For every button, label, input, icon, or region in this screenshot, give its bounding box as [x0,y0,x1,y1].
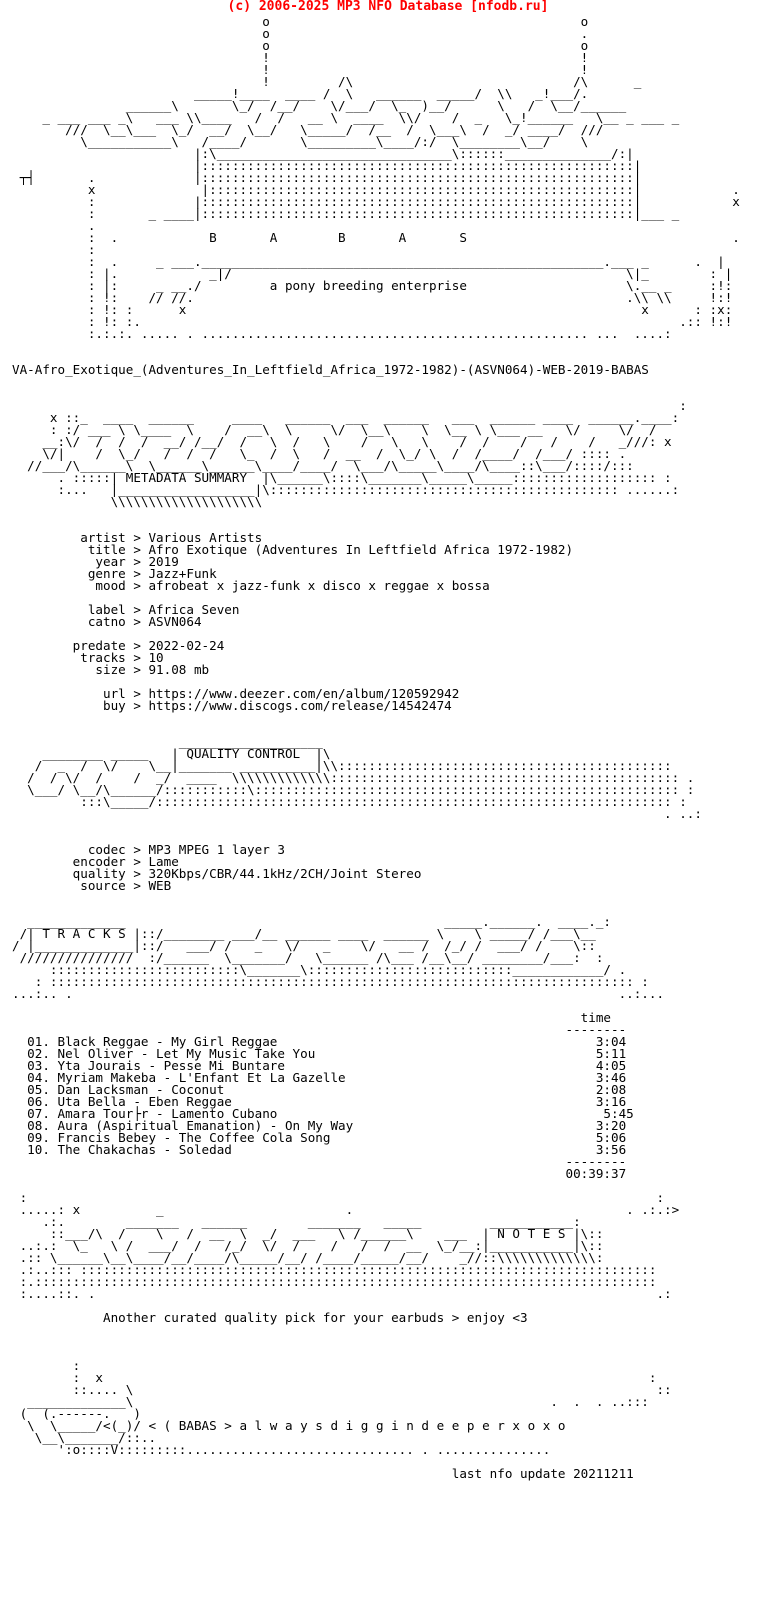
nfo-ascii-text: o o o . o o ! ! ! ! ! /\ /\ _ _____!____ ____ / \ ______ _____/ \\ _!___/. ______\ \_/ /__/ \/___/ \_ )__/ \ / \__/______ _ ___ ___ _\ ___ \\____ / / __ \ ____ \\/ / _ \_!______ \__ _ ___ _ /// \__\___ \_/ __/ \__/ \_____/ /__ / \___\ / _/ ____/ /// \___________\ /____/ \_________\____/:/ \________\__/ \ |:\_______________________________\::::::______________/:| |:::::::::::::::::::::::::::::::::::::::::::::::::::::::::| ┬┤ . |:::::::::::::::::::::::::::::::::::::::::::::::::::::::::| x |::::::::::::::::::::::::::::::::::::::::::::::::::::::::| . : |:::::::::::::::::::::::::::::::::::::::::::::::::::::::::| x : _ ____|:::::::::::::::::::::::::::::::::::::::::::::::::::::::::|___ _ . : . B A B A S . : : . _ ___._____________________________________________________.___ _ . | : |. _|/ \|_ : | : |: _ __./ a pony breeding enterprise \.__ _ :!: : !: // //. .\\ \\ !:! : !: : x x : :x: : !: :. .:: !:! :.:.:. ..... . ................................................... ... ....: VA-Afro_Exotique_(Adventures_In_Leftfield_Africa_1972-1982)-(ASVN064)-WEB-2019-BABAS : x ::_ ____ ______ ____ ______ ___ ______ ___ ______ ____ ______.____: : :/ ___ \ \____ \ / __\ \ \/ \__\ \ \__ \ \___ __ \/ \/ / __:\/ / / / __/ /__/ / \ / \ / \ \ / / / / / _///: x \/| / \_/ / / / \_ / \ / __ / \_/ \ / /____/ /___/ :::: . //___/\______\ \______\______\____/____/ \___/\_____\____/\____::\___/::::/::: . :::::| METADATA SUMMARY |\______\::::\_______\_____\_____::::::::::::::::::: : :... |__________________|\:::::::::::::::::::::::::::::::::::::::::::::: ......: \\\\\\\\\\\\\\\\\\\\ artist > Various Artists title > Afro Exotique (Adventures In Leftfield Africa 1972-1982) year > 2019 genre > Jazz+Funk mood > afrobeat x jazz-funk x disco x reggae x bossa label > Africa Seven catno > ASVN064 predate > 2022-02-24 tracks > 10 size > 91.08 mb url > https://www.deezer.com/en/album/120592942 buy > https://www.discogs.com/release/14542474 ___________________ ________ _____ | QUALITY CONTROL |\ / _ / \/ \__|_______ __________|\\:::::::::::::::::::::::::::::::::::::::::::: / / \/ / / _/ ____ \\\\\\\\\\\\\:::::::::::::::::::::::::::::::::::::::::::::: . \___/ \__/\______/:::::::::::\:::::::::::::::::::::::::::::::::::::::::::::::::::::::: : :::\_____/:::::::::::::::::::::::::::::::::::::::::::::::::::::::::::::::::::: : . ..: codec > MP3 MPEG 1 layer 3 encoder > Lame quality > 320Kbps/CBR/44.1kHz/2CH/Joint Stereo source > WEB _____________ _____.______. ____._: /| T R A C K S |::/________ ___/__ ______ ____ ______ \ \ _____/ /___\__ / |_____________|::/ ___/ / _ \/ _ \/ __ / /_/ / ___/ / \:: /////////////// :/______ \_______/ \______ /\___ /__\__/ ________/___: : :::::::::::::::::::::::::\_______\:::::::::::::::::::::::::::____________/ . : ::::::::::::::::::::::::::::::::::::::::::::::::::::::::::::::::::::::::::::: : ...:.. . ..:... time -------- 01. Black Reggae - My Girl Reggae 3:04 02. Nel Oliver - Let My Music Take You 5:11 03. Yta Jourais - Pesse Mi Buntare 4:05 04. Myriam Makeba - L'Enfant Et La Gazelle 3:46 05. Dan Lacksman - Coconut 2:08 06. Uta Bella - Eben Reggae 3:16 07. Amara Tour├r - Lamento Cubano 5:45 08. Aura (Aspiritual Emanation) - On My Way 3:20 09. Francis Bebey - The Coffee Cola Song 5:06 10. The Chakachas - Soledad 3:56 -------- 00:39:37 : : .....: x _ . . .:.:> .:. _______ ______ _______ _____ ___________: ::___/\ / \ / __ \ _/ ___ \ /______\ ___ | N O T E S |\:: ..:.: \_ \ / ___/ / /_/ \/ / / / / __ \_/__:|___________|\:: .:: \______\__\____/__/____/\_____/__/ /____/_____/__/ _//::\\\\\\\\\\\\\: .:..::: :::::::::::::::::::::::::::::::::::::::::::::::::::::::::::::::::::::::::::: :.:::::::::::::::::::::::::::::::::::::::::::::::::::::::::::::::::::::::::::::::::: :....::. . .: Another curated quality pick for your earbuds > enjoy <3 : : x : ::.... \ :: _____________\ . . . ..::: ( (.------. ) \ \_____/<(_)/ < ( BABAS > a l w a y s d i g g i n d e e p e r x o x o \__\_______/::.. ':o::::V:::::::::.............................. . ............... last nfo update 20211211 [12,14,740,1481]
nfodb-banner[interactable]: (c) 2006-2025 MP3 NFO Database [nfodb.ru] [227,0,549,14]
